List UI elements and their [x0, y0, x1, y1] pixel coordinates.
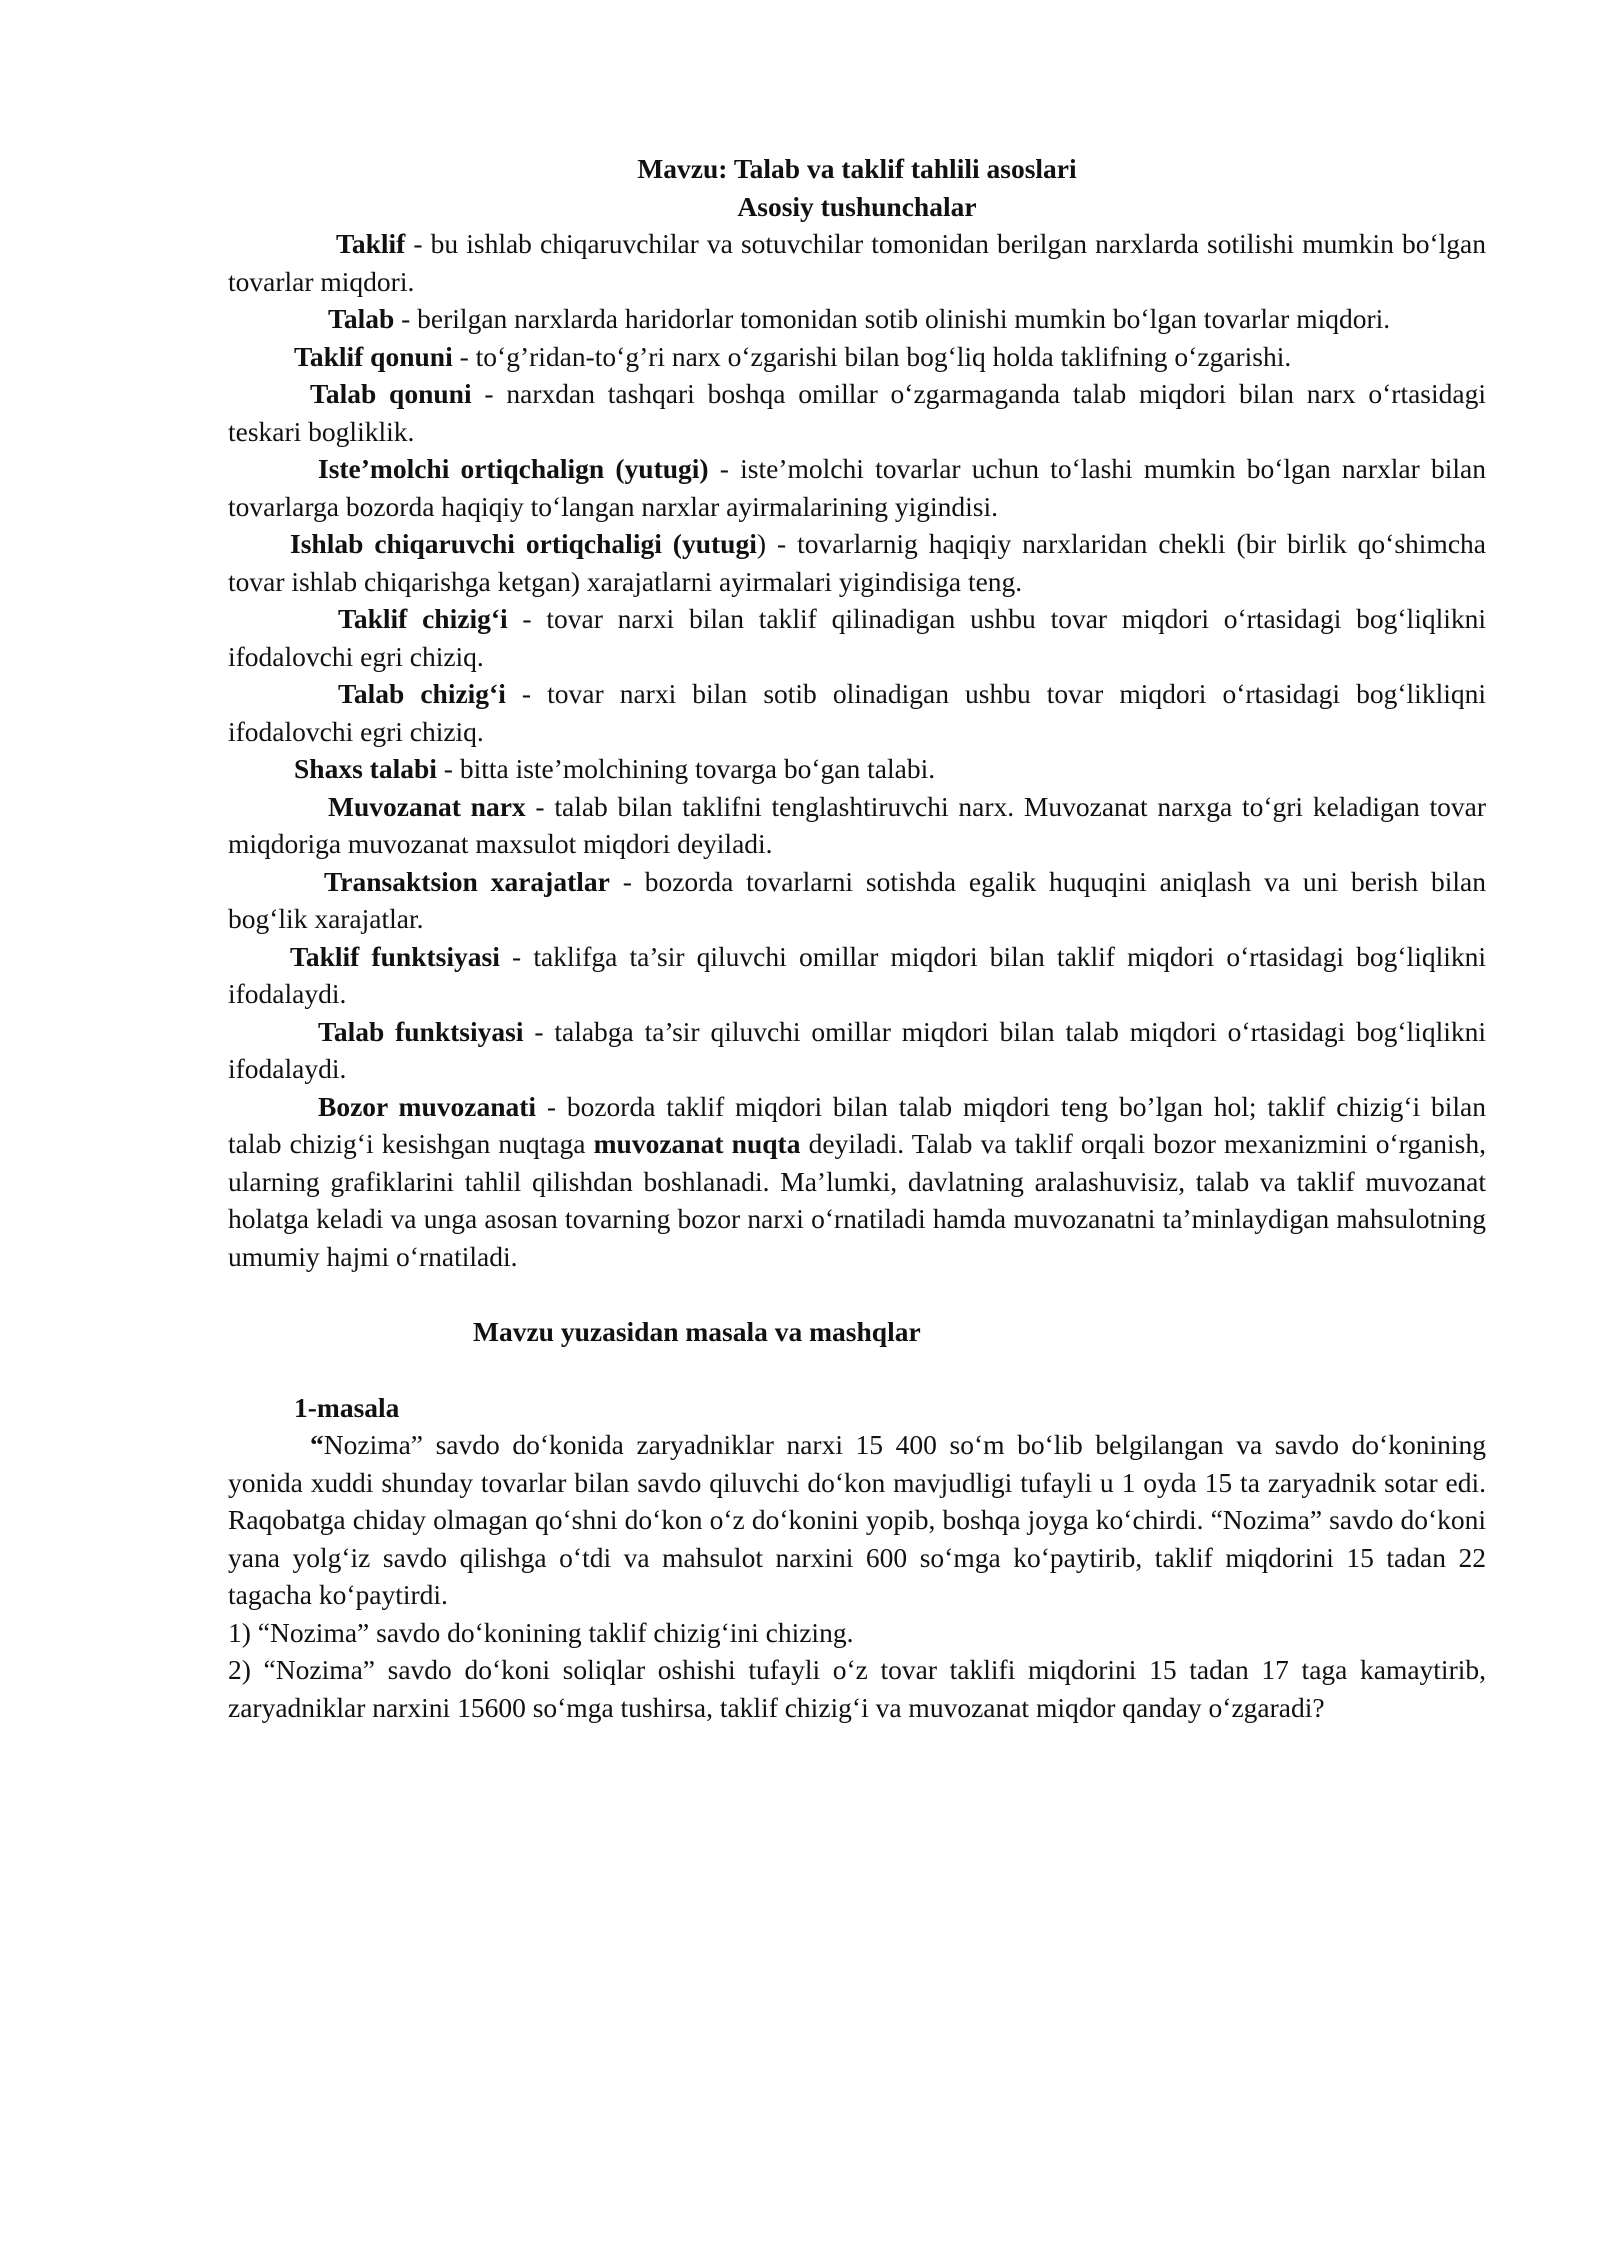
- definition-text: - narxdan tashqari boshqa omillar o‘zgarmaganda talab miqdori bilan narx o‘rtasidagi teskari bogliklik.: [228, 378, 1486, 447]
- definition-paragraph: [228, 225, 1486, 300]
- definition-paragraph: [228, 375, 1486, 450]
- definition-term: Transaktsion xarajatlar: [324, 865, 610, 897]
- definition-term: Taklif qonuni: [294, 340, 453, 372]
- definition-text: - talabga ta’sir qiluvchi omillar miqdori bilan talab miqdori o‘rtasidagi bog‘liqlikni ifodalaydi.: [228, 1015, 1486, 1084]
- definition-paragraph: [228, 600, 1486, 675]
- definition-term: Talab qonuni: [310, 378, 472, 409]
- definition-term: Taklif chizig‘i: [338, 603, 508, 634]
- definition-text: - tovar narxi bilan taklif qilinadigan ushbu tovar miqdori o‘rtasidagi bog‘liqlikni ifodalovchi egri chiziq.: [228, 603, 1487, 672]
- definition-term: Talab funktsiyasi: [318, 1015, 524, 1047]
- definition-paragraph: [228, 938, 1486, 1013]
- document-page: [228, 150, 1486, 1726]
- definition-text: - talab bilan taklifni tenglashtiruvchi narx. Muvozanat narxga to‘gri keladigan tovar miqdoriga muvozanat maxsulot miqdori deyiladi.: [228, 790, 1486, 859]
- definition-paragraph: [228, 750, 1486, 788]
- problem-heading: 1-masala: [294, 1391, 400, 1423]
- definition-term: Shaxs talabi: [294, 753, 437, 784]
- bozor-text-b: deyiladi. Talab va taklif orqali bozor mexanizmini o‘rganish, ularning grafiklarini tahlil qilishdan boshlanadi. Ma’lumki, davlatning aralashuvisiz, talab va taklif muvozanat holatga keladi va unga asosan tovarning bozor narxi o‘rnatiladi hamda muvozanatni ta’minlaydigan mahsulotning umumiy hajmi o‘rnatiladi.: [228, 1128, 1486, 1272]
- definition-paragraph: [228, 338, 1486, 376]
- definition-term: Iste’molchi ortiqchalign (yutugi): [318, 453, 709, 484]
- definition-term: Talab chizig‘i: [338, 678, 506, 709]
- definition-term: Taklif: [336, 228, 406, 259]
- definition-term: Talab: [328, 303, 395, 334]
- definition-paragraph: [228, 525, 1486, 600]
- definition-text: - taklifga ta’sir qiluvchi omillar miqdori bilan taklif miqdori o‘rtasidagi bog‘liqlikni ifodalaydi.: [228, 940, 1487, 1009]
- section-title: Mavzu yuzasidan masala va mashqlar: [473, 1316, 921, 1347]
- question-1: 1) “Nozima” savdo do‘konining taklif chizig‘ini chizing.: [228, 1616, 854, 1648]
- definition-paragraph: [228, 788, 1486, 863]
- definition-text: - bozorda tovarlarni sotishda egalik huquqini aniqlash va uni berish bilan bog‘lik xarajatlar.: [228, 865, 1486, 934]
- definition-paragraph: [228, 1013, 1486, 1088]
- definition-text: - berilgan narxlarda haridorlar tomonidan sotib olinishi mumkin bo‘lgan tovarlar miqdori.: [394, 303, 1391, 334]
- definition-text: - to‘g’ridan-to‘g’ri narx o‘zgarishi bilan bog‘liq holda taklifning o‘zgarishi.: [452, 340, 1292, 372]
- bozor-text-a: - bozorda taklif miqdori bilan talab miqdori teng bo’lgan hol; taklif chizig‘i bilan talab chizig‘i kesishgan nuqtaga: [228, 1090, 1486, 1159]
- definition-text: ) - tovarlarnig haqiqiy narxlaridan chekli (bir birlik qo‘shimcha tovar ishlab chiqarishga ketgan) xarajatlarni ayirmalari yigindisiga teng.: [228, 528, 1486, 597]
- definition-text: - iste’molchi tovarlar uchun to‘lashi mumkin bo‘lgan narxlar bilan tovarlarga bozorda haqiqiy to‘langan narxlar ayirmalarining yigindisi.: [228, 453, 1486, 522]
- problem-body: Nozima” savdo do‘konida zaryadniklar narxi 15 400 so‘m bo‘lib belgilangan va savdo do‘konining yonida xuddi shunday tovarlar bilan savdo qiluvchi do‘kon mavjudligi tufayli u 1 oyda 15 ta zaryadnik sotar edi. Raqobatga chiday olmagan qo‘shni do‘kon o‘z do‘konini yopib, boshqa joyga ko‘chirdi. “Nozima” savdo do‘koni yana yolg‘iz savdo qilishga o‘tdi va mahsulot narxini 600 so‘mga ko‘paytirib, taklif miqdorini 15 tadan 22 tagacha ko‘paytirdi.: [228, 1429, 1486, 1610]
- document-title: Mavzu: Talab va taklif tahlili asoslari: [637, 153, 1077, 184]
- problem-text: [228, 1426, 1486, 1614]
- question-2: 2) “Nozima” savdo do‘koni soliqlar oshishi tufayli o‘z tovar taklifi miqdorini 15 tadan 17 taga kamaytirib, zaryadniklar narxini 15600 so‘mga tushirsa, taklif chizig‘i va muvozanat miqdor qanday o‘zgaradi?: [228, 1654, 1486, 1723]
- definition-paragraph: [228, 450, 1486, 525]
- definition-text: - bu ishlab chiqaruvchilar va sotuvchilar tomonidan berilgan narxlarda sotilishi mumkin bo‘lgan tovarlar miqdori.: [228, 228, 1486, 297]
- document-subtitle: Asosiy tushunchalar: [737, 190, 977, 222]
- definition-term: Muvozanat narx: [328, 790, 526, 822]
- definition-paragraph: [228, 675, 1486, 750]
- definition-term: Taklif funktsiyasi: [290, 940, 500, 972]
- definition-term: Ishlab chiqaruvchi ortiqchaligi (yutugi: [290, 528, 757, 559]
- definition-paragraph: [228, 300, 1486, 338]
- bozor-term: Bozor muvozanati: [318, 1090, 537, 1122]
- definition-text: - tovar narxi bilan sotib olinadigan ushbu tovar miqdori o‘rtasidagi bog‘likliqni ifodalovchi egri chiziq.: [228, 678, 1486, 747]
- definition-text: - bitta iste’molchining tovarga bo‘gan talabi.: [436, 753, 936, 784]
- bozor-paragraph: [228, 1088, 1486, 1276]
- quote-open: “: [310, 1429, 324, 1460]
- definition-paragraph: [228, 863, 1486, 938]
- bozor-term2: muvozanat nuqta: [593, 1128, 801, 1159]
